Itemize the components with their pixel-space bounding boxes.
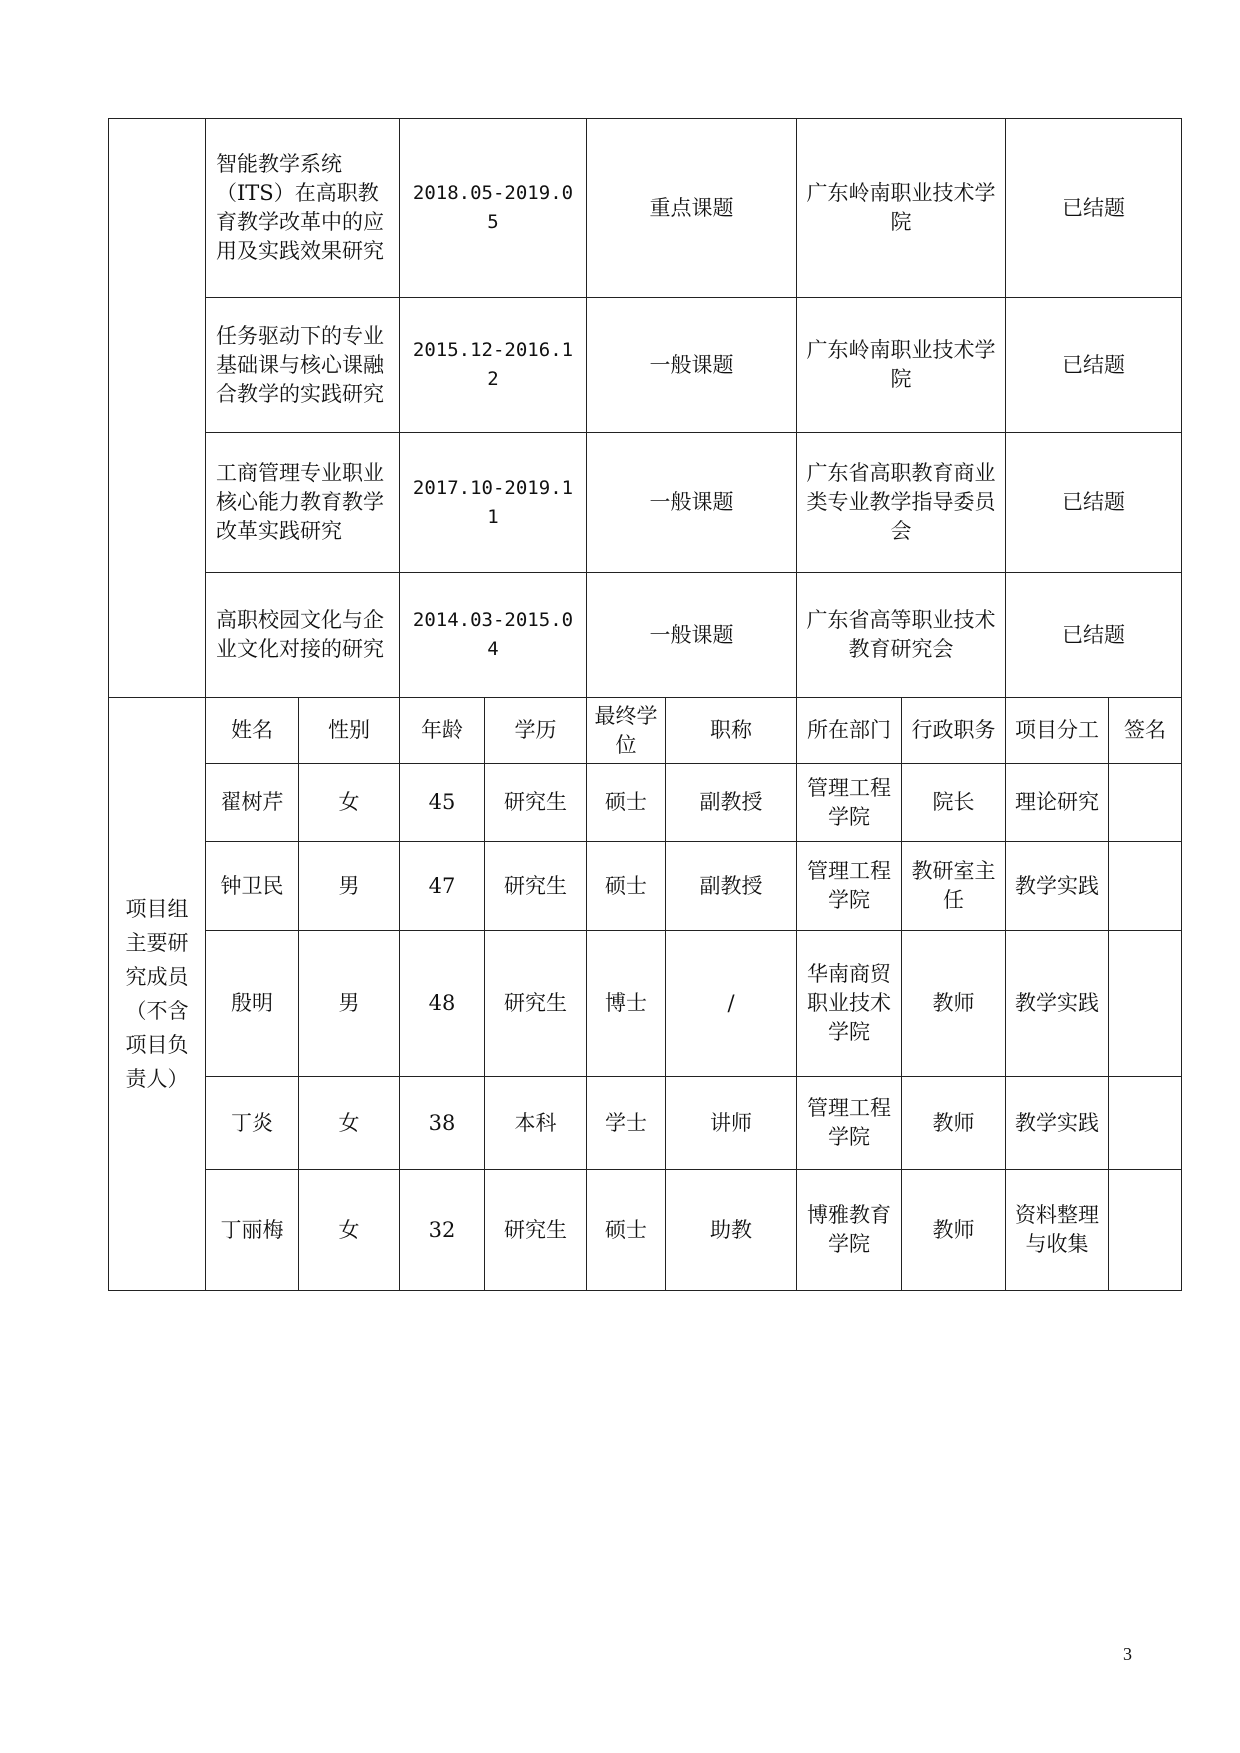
project-status: 已结题 — [1006, 433, 1182, 573]
member-degree: 硕士 — [587, 1170, 666, 1291]
member-column-header: 最终学位 — [587, 698, 666, 764]
member-column-header: 项目分工 — [1006, 698, 1109, 764]
member-name: 殷明 — [206, 931, 299, 1077]
project-row — [109, 573, 1182, 698]
member-row — [109, 1170, 1182, 1291]
project-title: 智能教学系统（ITS）在高职教育教学改革中的应用及实践效果研究 — [206, 119, 400, 298]
project-issuer: 广东省高职教育商业类专业教学指导委员会 — [797, 433, 1006, 573]
member-name: 钟卫民 — [206, 842, 299, 931]
member-signature — [1109, 764, 1182, 842]
member-age: 45 — [400, 764, 485, 842]
member-name: 丁丽梅 — [206, 1170, 299, 1291]
member-column-header: 年龄 — [400, 698, 485, 764]
member-role: 理论研究 — [1006, 764, 1109, 842]
member-department: 管理工程学院 — [797, 1077, 902, 1170]
project-issuer: 广东省高等职业技术教育研究会 — [797, 573, 1006, 698]
member-title: 副教授 — [666, 842, 797, 931]
project-title: 任务驱动下的专业基础课与核心课融合教学的实践研究 — [206, 298, 400, 433]
project-period: 2015.12-2016.12 — [400, 298, 587, 433]
member-position: 教师 — [902, 1170, 1006, 1291]
member-role: 教学实践 — [1006, 931, 1109, 1077]
project-level: 一般课题 — [587, 573, 797, 698]
member-role: 教学实践 — [1006, 842, 1109, 931]
member-degree: 硕士 — [587, 842, 666, 931]
project-row — [109, 119, 1182, 298]
project-title: 工商管理专业职业核心能力教育教学改革实践研究 — [206, 433, 400, 573]
project-status: 已结题 — [1006, 298, 1182, 433]
member-row — [109, 764, 1182, 842]
member-education: 本科 — [485, 1077, 587, 1170]
member-name: 翟树芹 — [206, 764, 299, 842]
member-signature — [1109, 931, 1182, 1077]
member-column-header: 签名 — [1109, 698, 1182, 764]
member-column-header: 性别 — [299, 698, 400, 764]
project-period: 2014.03-2015.04 — [400, 573, 587, 698]
member-role: 资料整理与收集 — [1006, 1170, 1109, 1291]
member-column-header: 姓名 — [206, 698, 299, 764]
member-title: 副教授 — [666, 764, 797, 842]
member-age: 48 — [400, 931, 485, 1077]
member-position: 院长 — [902, 764, 1006, 842]
project-level: 一般课题 — [587, 298, 797, 433]
member-position: 教师 — [902, 931, 1006, 1077]
project-level: 重点课题 — [587, 119, 797, 298]
project-section-header-cell — [109, 119, 206, 698]
member-column-header: 职称 — [666, 698, 797, 764]
member-age: 38 — [400, 1077, 485, 1170]
project-level: 一般课题 — [587, 433, 797, 573]
member-title: 助教 — [666, 1170, 797, 1291]
member-header-row — [109, 698, 1182, 764]
project-status: 已结题 — [1006, 119, 1182, 298]
project-row — [109, 433, 1182, 573]
member-row — [109, 842, 1182, 931]
member-education: 研究生 — [485, 764, 587, 842]
project-issuer: 广东岭南职业技术学院 — [797, 298, 1006, 433]
member-role: 教学实践 — [1006, 1077, 1109, 1170]
project-info-table — [108, 118, 1182, 1291]
member-education: 研究生 — [485, 1170, 587, 1291]
member-gender: 男 — [299, 931, 400, 1077]
member-row — [109, 1077, 1182, 1170]
member-education: 研究生 — [485, 931, 587, 1077]
member-column-header: 行政职务 — [902, 698, 1006, 764]
member-title: 讲师 — [666, 1077, 797, 1170]
member-column-header: 学历 — [485, 698, 587, 764]
member-title: / — [666, 931, 797, 1077]
member-gender: 女 — [299, 764, 400, 842]
member-signature — [1109, 842, 1182, 931]
member-department: 管理工程学院 — [797, 764, 902, 842]
project-period: 2018.05-2019.05 — [400, 119, 587, 298]
project-issuer: 广东岭南职业技术学院 — [797, 119, 1006, 298]
member-gender: 女 — [299, 1170, 400, 1291]
member-gender: 男 — [299, 842, 400, 931]
member-degree: 硕士 — [587, 764, 666, 842]
project-status: 已结题 — [1006, 573, 1182, 698]
table-body — [109, 119, 1182, 1291]
member-degree: 学士 — [587, 1077, 666, 1170]
members-section-header: 项目组主要研究成员（不含项目负责人） — [109, 698, 206, 1291]
member-name: 丁炎 — [206, 1077, 299, 1170]
member-age: 47 — [400, 842, 485, 931]
member-department: 华南商贸职业技术学院 — [797, 931, 902, 1077]
member-signature — [1109, 1170, 1182, 1291]
page-number: 3 — [1123, 1644, 1132, 1664]
member-position: 教研室主任 — [902, 842, 1006, 931]
member-column-header: 所在部门 — [797, 698, 902, 764]
project-title: 高职校园文化与企业文化对接的研究 — [206, 573, 400, 698]
member-position: 教师 — [902, 1077, 1006, 1170]
member-degree: 博士 — [587, 931, 666, 1077]
member-gender: 女 — [299, 1077, 400, 1170]
member-education: 研究生 — [485, 842, 587, 931]
member-department: 博雅教育学院 — [797, 1170, 902, 1291]
member-department: 管理工程学院 — [797, 842, 902, 931]
project-period: 2017.10-2019.11 — [400, 433, 587, 573]
member-signature — [1109, 1077, 1182, 1170]
member-row — [109, 931, 1182, 1077]
project-row — [109, 298, 1182, 433]
member-age: 32 — [400, 1170, 485, 1291]
